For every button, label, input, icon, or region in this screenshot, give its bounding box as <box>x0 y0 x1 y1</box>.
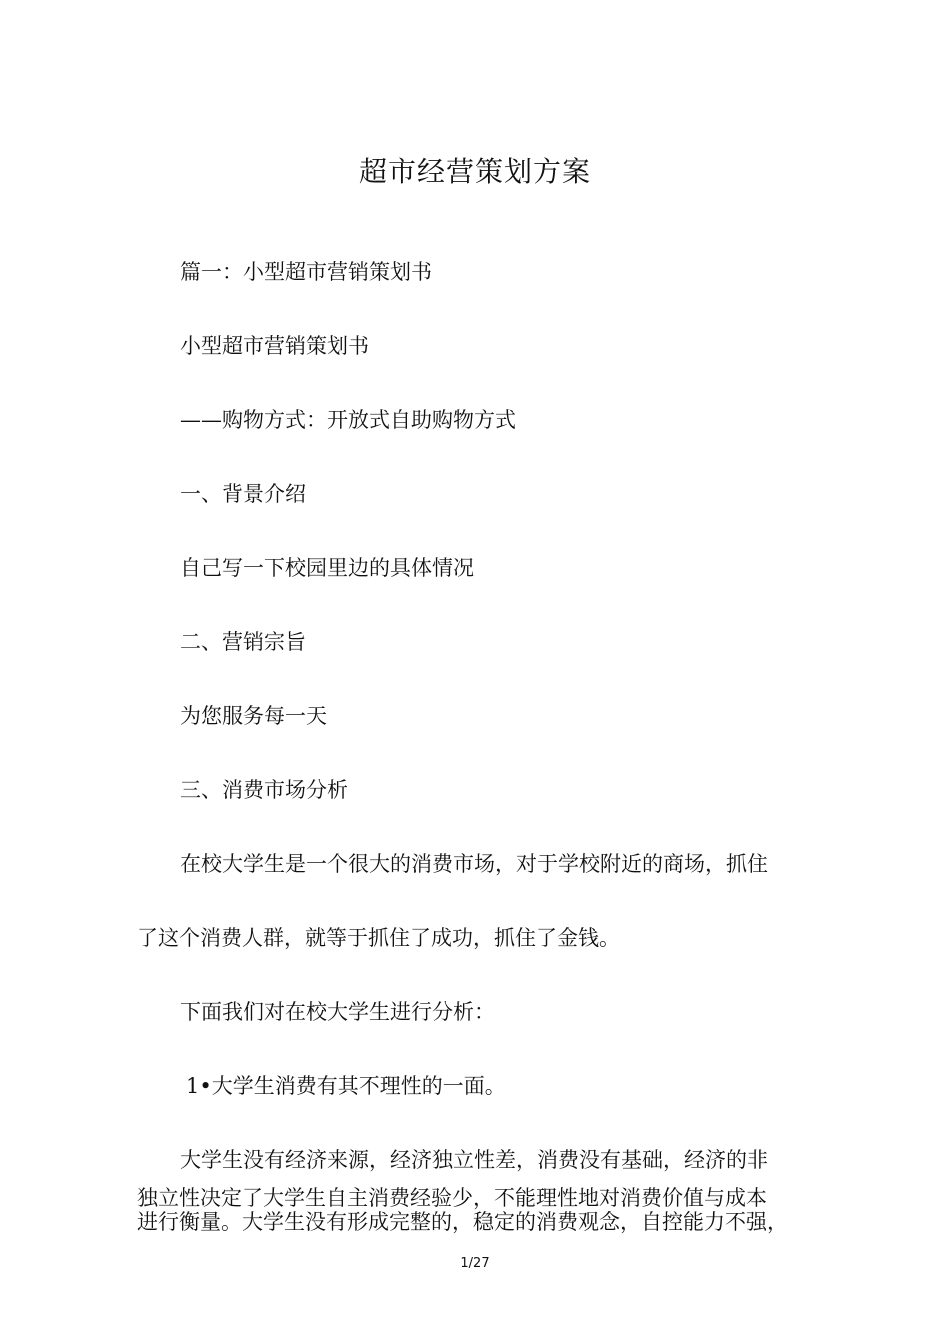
paragraph-line: 进行衡量。大学生没有形成完整的，稳定的消费观念，自控能力不强， <box>137 1210 788 1234</box>
paragraph-line: 在校大学生是一个很大的消费市场，对于学校附近的商场，抓住 <box>180 852 768 876</box>
paragraph-line: 自己写一下校园里边的具体情况 <box>180 556 474 580</box>
paragraph-line: 了这个消费人群，就等于抓住了成功，抓住了金钱。 <box>137 926 620 950</box>
heading-background: 一、背景介绍 <box>180 482 306 506</box>
paragraph-line: 下面我们对在校大学生进行分析： <box>180 1000 495 1024</box>
shopping-mode-line: ——购物方式：开放式自助购物方式 <box>180 408 516 432</box>
numbered-item: 1•大学生消费有其不理性的一面。 <box>186 1074 506 1098</box>
document-title: 超市经营策划方案 <box>358 155 591 188</box>
section-heading: 篇一：小型超市营销策划书 <box>180 260 432 284</box>
paragraph-line: 为您服务每一天 <box>180 704 327 728</box>
page-number: 1/27 <box>460 1256 490 1271</box>
subtitle: 小型超市营销策划书 <box>180 334 369 358</box>
paragraph-line: 独立性决定了大学生自主消费经验少，不能理性地对消费价值与成本 <box>137 1186 767 1210</box>
heading-purpose: 二、营销宗旨 <box>180 630 306 654</box>
heading-market-analysis: 三、消费市场分析 <box>180 778 348 802</box>
paragraph-line: 大学生没有经济来源，经济独立性差，消费没有基础，经济的非 <box>180 1148 768 1172</box>
